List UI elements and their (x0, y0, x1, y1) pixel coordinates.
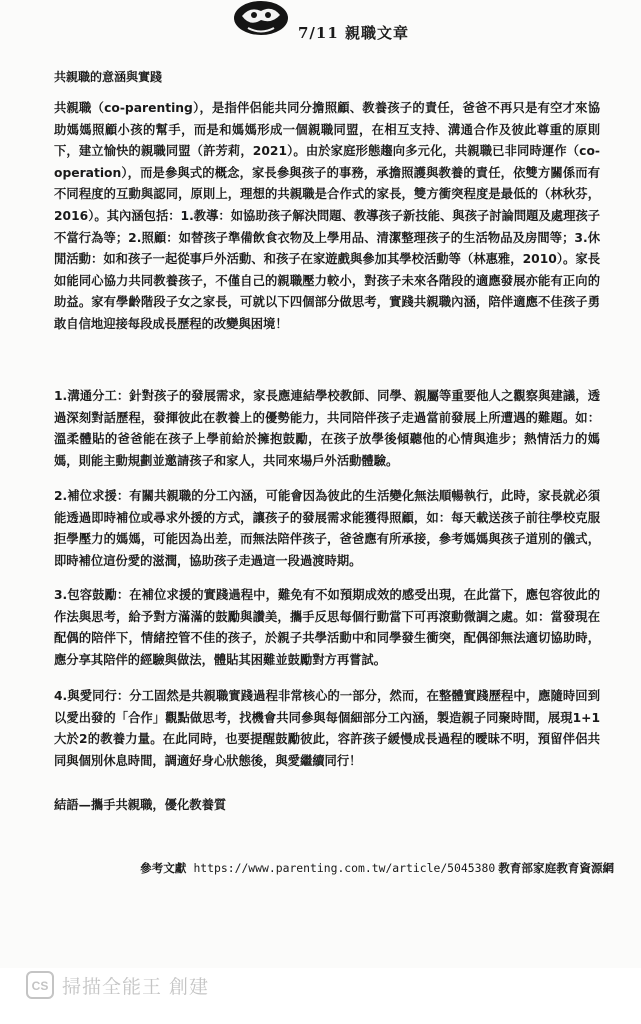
section-heading: 共親職的意涵與實踐 (54, 70, 163, 84)
point-communication (54, 386, 600, 472)
point-title: 4.與愛同行： (54, 689, 130, 703)
point-text: 有關共親職的分工內涵，可能會因為彼此的生活變化無法順暢執行，此時，家長就必須能透過即時補位或尋求外援的方式，讓孩子的發展需求能獲得照顧，如：每天載送孩子前往學校克服拒學壓力的媽媽，可能因為出差，而無法陪伴孩子，爸爸應有所承接，參考媽媽與孩子道別的儀式，即時補位這份愛的滋潤，協助孩子走過這一段過渡時期。 (54, 489, 600, 568)
document-title: 7/11 親職文章 (298, 24, 410, 42)
point-backup (54, 486, 600, 572)
conclusion: 結語—攜手共親職，優化教養質 (54, 798, 227, 812)
header-logo (232, 0, 290, 38)
point-text: 在補位求援的實踐過程中，難免有不如預期成效的感受出現，在此當下，應包容彼此的作法與思考，給予對方滿滿的鼓勵與讚美，攜手反思每個行動當下可再滾動微調之處。如：當發現在配偶的陪伴下，情緒控管不佳的孩子，於親子共學活動中和同學發生衝突，配偶卻無法適切協助時，應分享其陪伴的經驗與做法，體貼其困難並鼓勵對方再嘗試。 (54, 588, 600, 667)
scanner-footer (0, 968, 641, 1024)
footer-watermark-text: 掃描全能王 創建 (62, 976, 210, 998)
point-title: 2.補位求援： (54, 489, 130, 503)
reference-label: 參考文獻 (140, 861, 187, 875)
point-text: 分工固然是共親職實踐過程非常核心的一部分，然而，在整體實踐歷程中，應隨時回到以愛出發的「合作」觀點做思考，找機會共同參與每個細部分工內涵，製造親子同聚時間，展現1+1大於2的教養力量。在此同時，也要提醒鼓勵彼此，容許孩子緩慢成長過程的曖昧不明，預留伴侶共同與個別休息時間，調適好身心狀態後，與愛繼續同行！ (54, 689, 600, 768)
point-love (54, 686, 600, 772)
point-encouragement (54, 585, 600, 671)
camscanner-badge-text: CS (31, 979, 49, 993)
point-title: 3.包容鼓勵： (54, 588, 130, 602)
point-text: 針對孩子的發展需求，家長應連結學校教師、同學、親屬等重要他人之觀察與建議，透過深刻對話歷程，發揮彼此在教養上的優勢能力，共同陪伴孩子走過當前發展上所遭遇的難題。如：溫柔體貼的爸爸能在孩子上學前給於擁抱鼓勵，在孩子放學後傾聽他的心情與進步；熱情活力的媽媽，則能主動規劃並邀請孩子和家人，共同來場戶外活動體驗。 (54, 389, 600, 468)
camscanner-logo-icon (26, 971, 54, 999)
reference-source: 教育部家庭教育資源網 (498, 861, 615, 875)
point-title: 1.溝通分工： (54, 389, 130, 403)
intro-paragraph: 共親職（co-parenting），是指伴侶能共同分擔照顧、教養孩子的責任，爸爸不再只是有空才來協助媽媽照顧小孩的幫手，而是和媽媽形成一個親職同盟，在相互支持、溝通合作及彼此尊重的原則下，建立愉快的親職同盟（許芳莉，2021）。由於家庭形態趨向多元化，共親職已非同時運作（co-operation），而是參與式的概念，家長參與孩子的事務，承擔照護與教養的責任，依雙方關係而有不同程度的互動與認同，原則上，理想的共親職是合作式的家長，雙方衝突程度是最低的（林秋芬，2016）。其內涵包括：1.教導：如協助孩子解決問題、教導孩子新技能、與孩子討論問題及處理孩子不當行為等；2.照顧：如替孩子準備飲食衣物及上學用品、清潔整理孩子的生活物品及房間等；3.休閒活動：如和孩子一起從事戶外活動、和孩子在家遊戲與參加其學校活動等（林惠雅，2010）。家長如能同心協力共同教養孩子，不僅自己的親職壓力較小，對孩子未來各階段的適應發展亦能有正向的助益。家有學齡階段子女之家長，可就以下四個部分做思考，實踐共親職內涵，陪伴適應不佳孩子勇敢自信地迎接每段成長歷程的改變與困境！ (54, 101, 600, 331)
reference-url: https://www.parenting.com.tw/article/5045380 (193, 861, 496, 875)
reference (140, 860, 614, 876)
